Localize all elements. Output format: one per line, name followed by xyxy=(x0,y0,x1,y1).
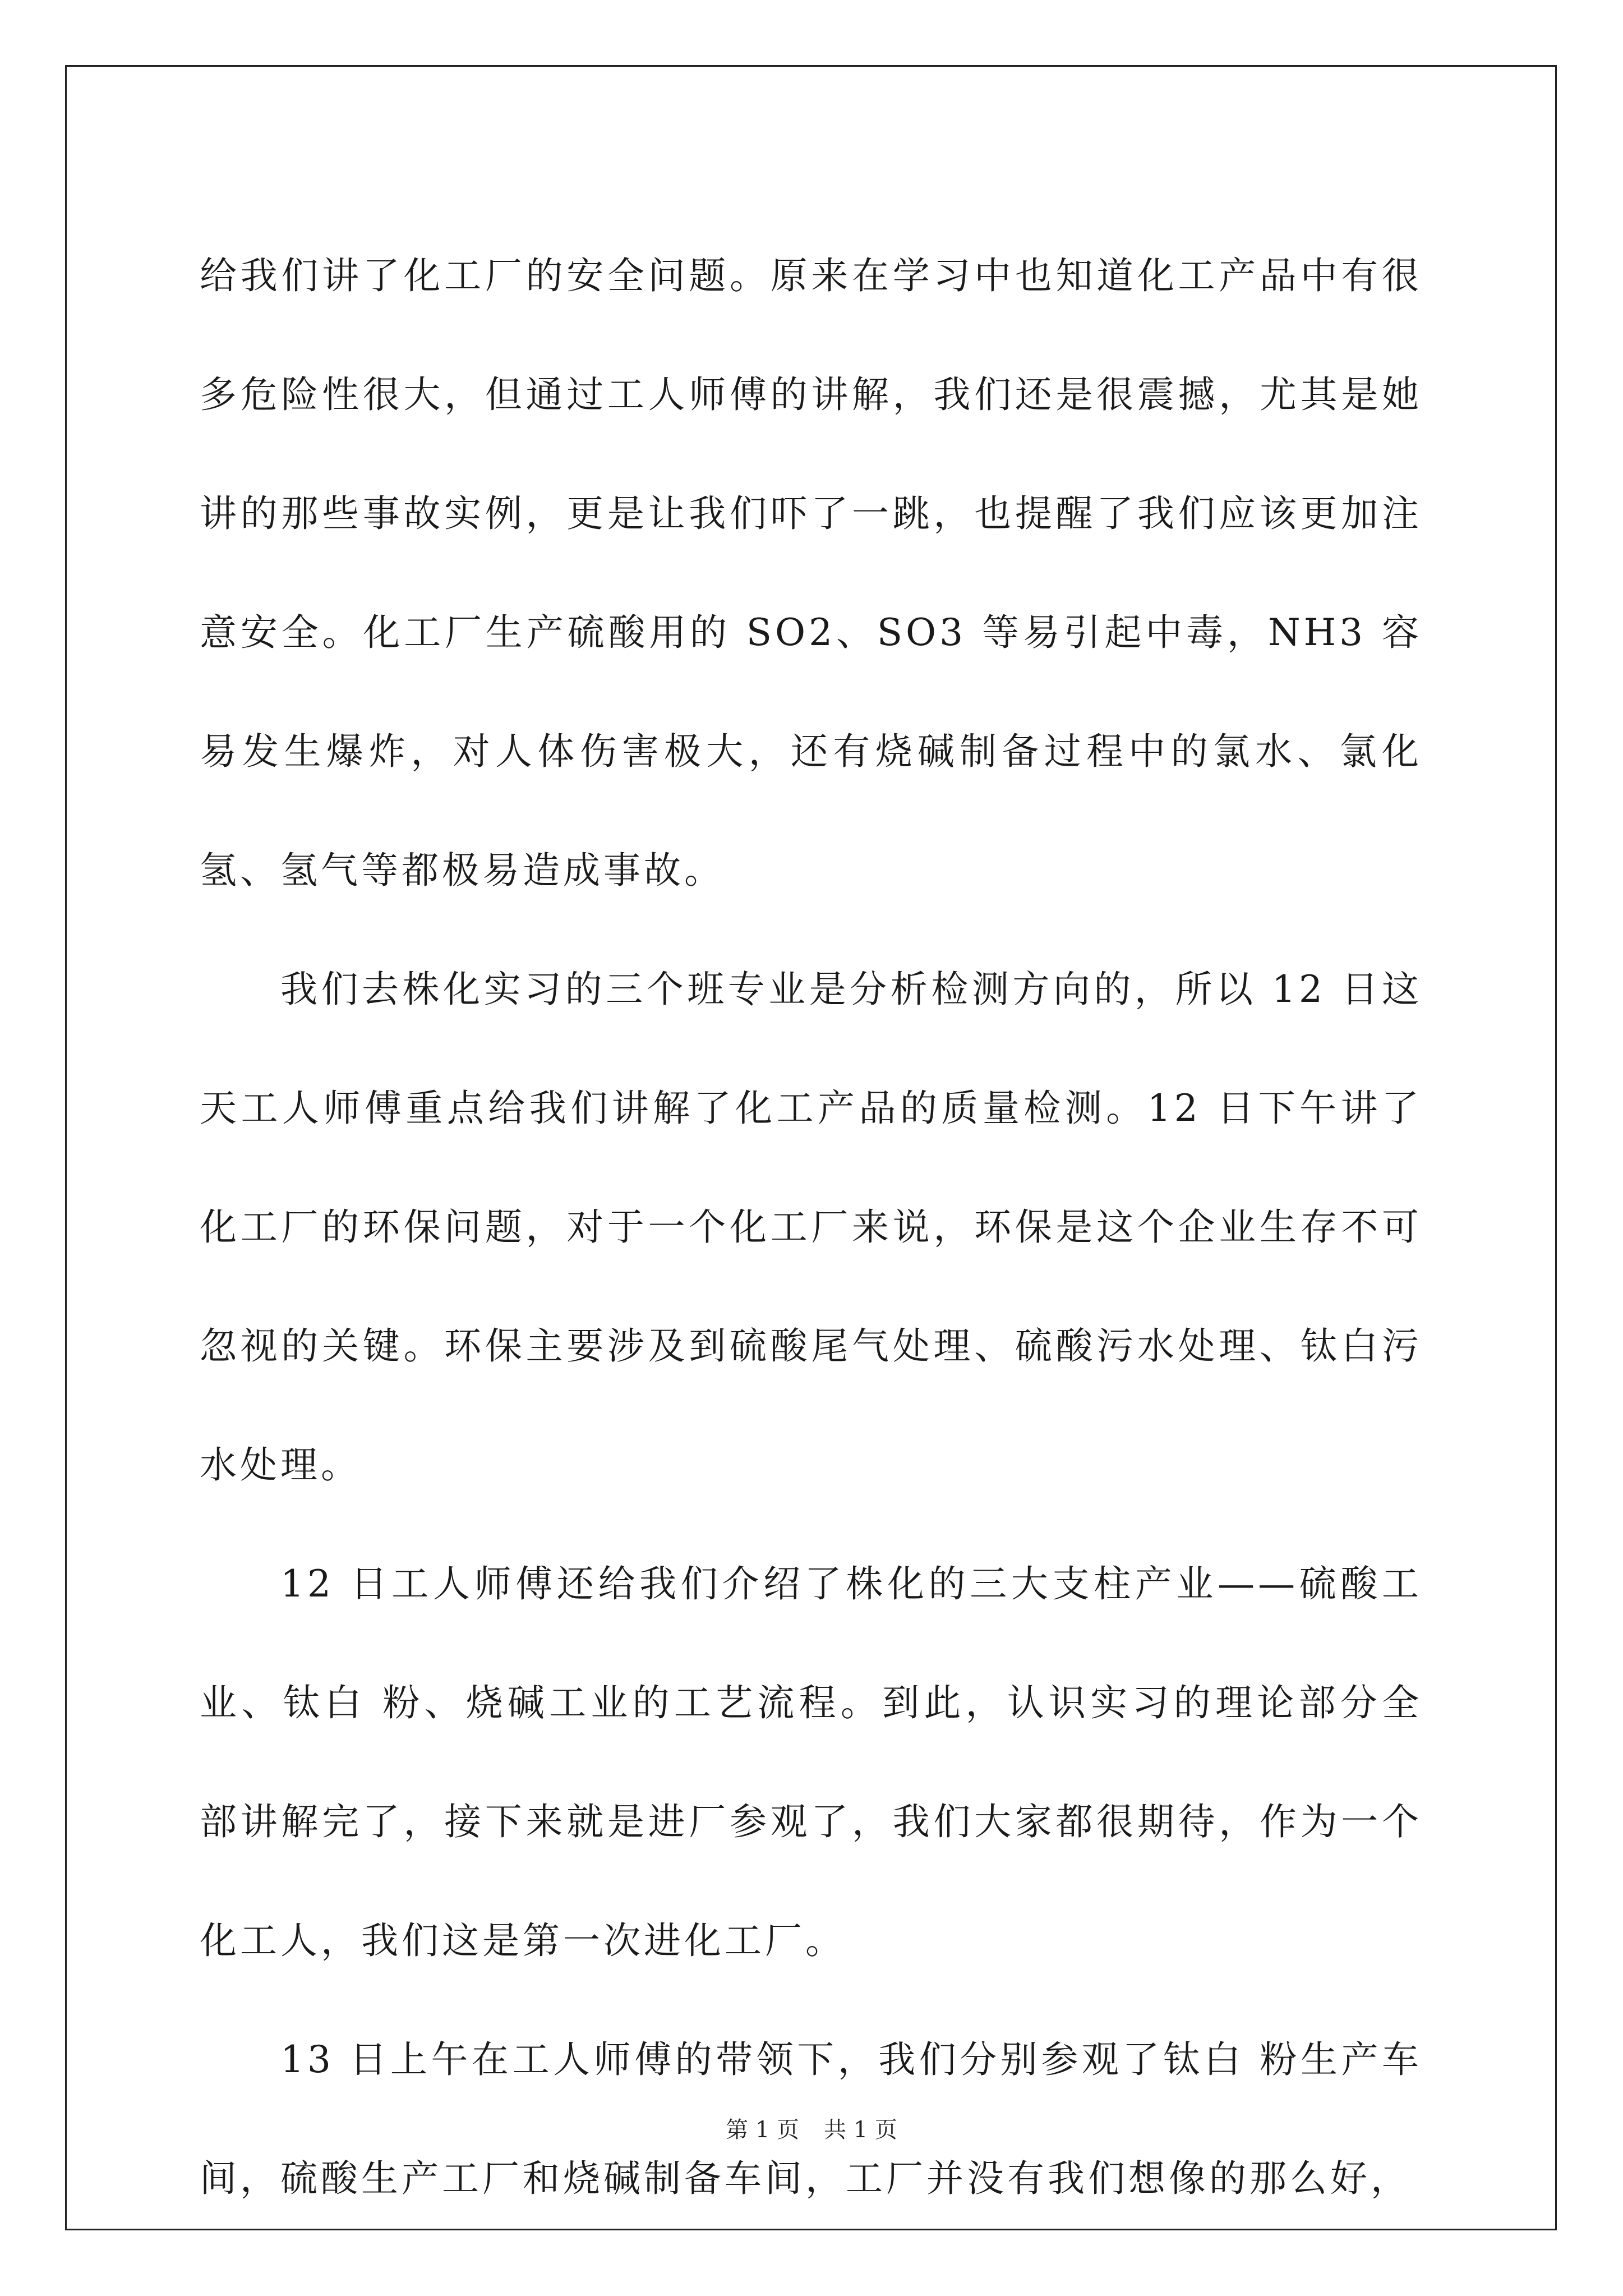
page-number: 第 1 页 xyxy=(726,2117,799,2143)
page-total: 共 1 页 xyxy=(824,2117,897,2143)
paragraph-2: 我们去株化实习的三个班专业是分析检测方向的，所以 12 日这天工人师傅重点给我们讲解了化工产品的质量检测。12 日下午讲了化工厂的环保问题，对于一个化工厂来说，环保是这个企业生存不可忽视的关键。环保主要涉及到硫酸尾气处理、硫酸污水处理、钛白污水处理。 xyxy=(200,968,1422,1487)
paragraph-3: 12 日工人师傅还给我们介绍了株化的三大支柱产业——硫酸工业、钛白 粉、烧碱工业的工艺流程。到此，认识实习的理论部分全部讲解完了，接下来就是进厂参观了，我们大家都很期待，作为一个化工人，我们这是第一次进化工厂。 xyxy=(200,1562,1422,1962)
document-body xyxy=(200,217,1422,2238)
paragraph-1: 给我们讲了化工厂的安全问题。原来在学习中也知道化工产品中有很多危险性很大，但通过工人师傅的讲解，我们还是很震撼，尤其是她讲的那些事故实例，更是让我们吓了一跳，也提醒了我们应该更加注意安全。化工厂生产硫酸用的 SO2、SO3 等易引起中毒，NH3 容易发生爆炸，对人体伤害极大，还有烧碱制备过程中的氯水、氯化氢、氢气等都极易造成事故。 xyxy=(200,254,1422,892)
paragraph-4: 13 日上午在工人师傅的带领下，我们分别参观了钛白 粉生产车间，硫酸生产工厂和烧碱制备车间，工厂并没有我们想像的那么好， xyxy=(200,2038,1422,2200)
page-footer xyxy=(0,2112,1623,2144)
